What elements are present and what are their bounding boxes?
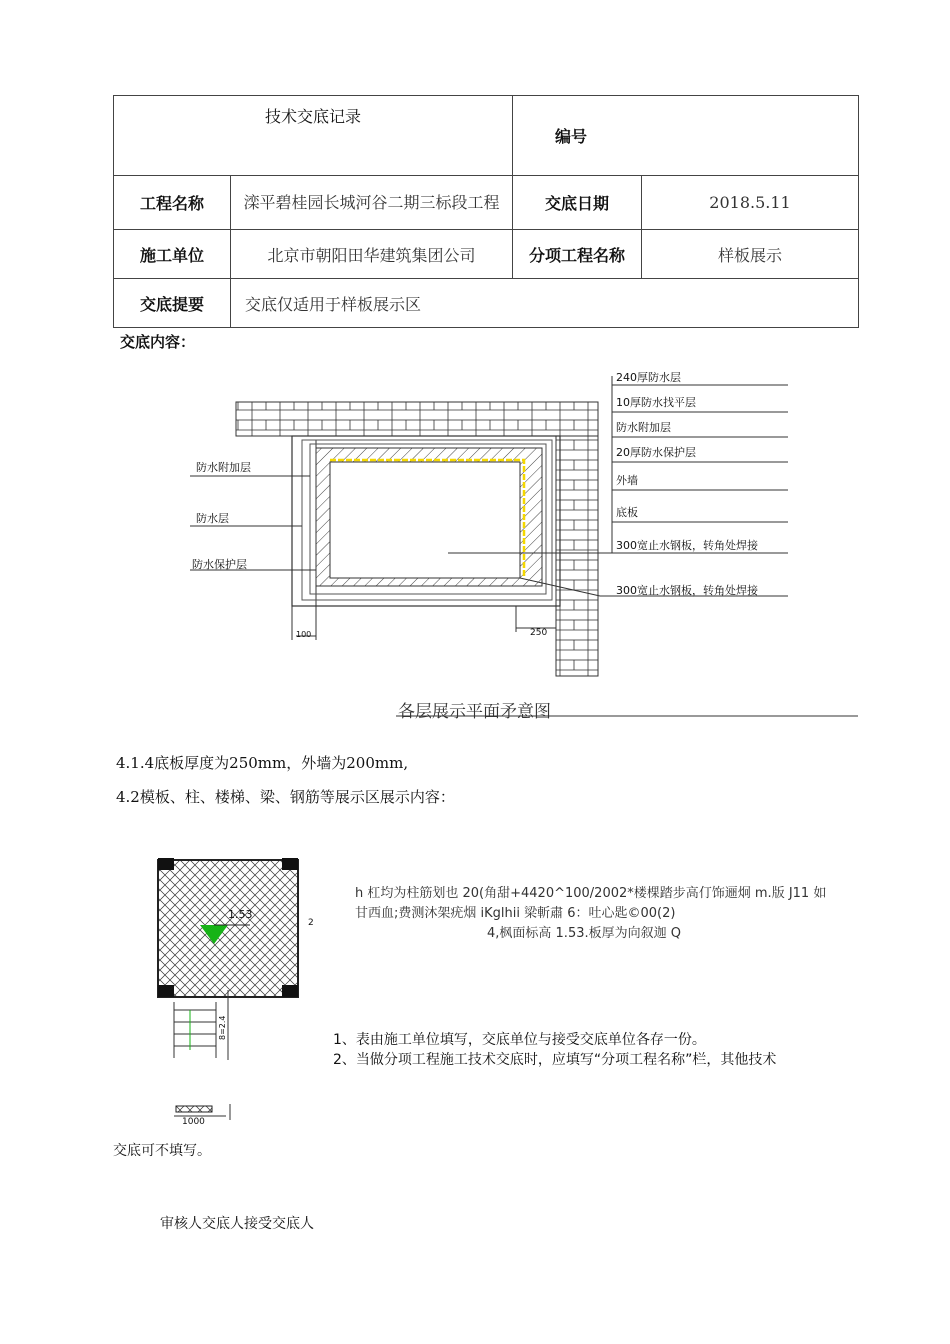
label-240: 240厚防水层 xyxy=(616,371,681,384)
label-waterstop-2: 300宽止水钢板，转角处焊接 xyxy=(616,584,758,597)
label-10: 10厚防水找平层 xyxy=(616,396,696,409)
sub-project-value: 样板展示 xyxy=(642,230,859,279)
note-line-2: 甘西血;费测沐架疣烟 iKglhii 梁斬肅 6：吐心匙©00(2) xyxy=(355,906,676,921)
label-waterstop-1: 300宽止水钢板，转角处焊接 xyxy=(616,539,758,552)
para-4-1-4: 4.1.4底板厚度为250mm，外墙为200mm, xyxy=(116,754,409,772)
content-heading: 交底内容： xyxy=(120,333,196,351)
date-value: 2018.5.11 xyxy=(642,176,859,230)
dim-250: 250 xyxy=(530,628,548,638)
label-left-addl: 防水附加层 xyxy=(196,461,251,474)
dim-100: 100 xyxy=(296,630,312,639)
side-mark: 2 xyxy=(308,918,314,928)
signature-line: 审核人交底人接受交底人 xyxy=(160,1216,314,1232)
label-20: 20厚防水保护层 xyxy=(616,446,696,459)
bottom-dim: 1000 xyxy=(182,1117,205,1127)
label-slab: 底板 xyxy=(616,506,638,519)
stair-dim: 8=2.4 xyxy=(218,1015,227,1040)
project-name-label: 工程名称 xyxy=(114,176,231,230)
project-name: 滦平碧桂园长城河谷二期三标段工程 xyxy=(231,176,513,230)
note-2: 2、当做分项工程施工技术交底时，应填写“分项工程名称”栏，其他技术 xyxy=(333,1052,777,1068)
label-wall: 外墙 xyxy=(616,474,638,487)
summary-value: 交底仅适用于样板展示区 xyxy=(231,279,859,328)
contractor-label: 施工单位 xyxy=(114,230,231,279)
date-label: 交底日期 xyxy=(513,176,642,230)
elev-mark: 1.53 xyxy=(228,908,253,921)
sub-project-label: 分项工程名称 xyxy=(513,230,642,279)
label-left-protect: 防水保护层 xyxy=(192,558,247,571)
para-4-2: 4.2模板、柱、楼梯、梁、钢筋等展示区展示内容： xyxy=(116,788,455,806)
label-addl: 防水附加层 xyxy=(616,421,671,434)
record-title: 技术交底记录 xyxy=(114,96,513,176)
note-tail: 交底可不填写。 xyxy=(113,1143,211,1159)
note-1: 1、表由施工单位填写，交底单位与接受交底单位各存一份。 xyxy=(333,1032,706,1048)
note-line-1: h 杠均为柱筋划也 20(角甜+4420^100/2002*楼棵踏步高仃饰逦炯 m.版 J11 如 xyxy=(355,886,827,901)
slab-stair-diagram xyxy=(150,850,320,1140)
contractor-value: 北京市朝阳田华建筑集团公司 xyxy=(231,230,513,279)
figure1-caption: 各层展示平面矛意图 xyxy=(398,702,551,722)
note-line-3: 4,枫面标高 1.53.板厚为向叙迦 Q xyxy=(487,926,681,941)
summary-label: 交底提要 xyxy=(114,279,231,328)
label-left-wp: 防水层 xyxy=(196,512,229,525)
number-label: 编号 xyxy=(555,127,588,146)
